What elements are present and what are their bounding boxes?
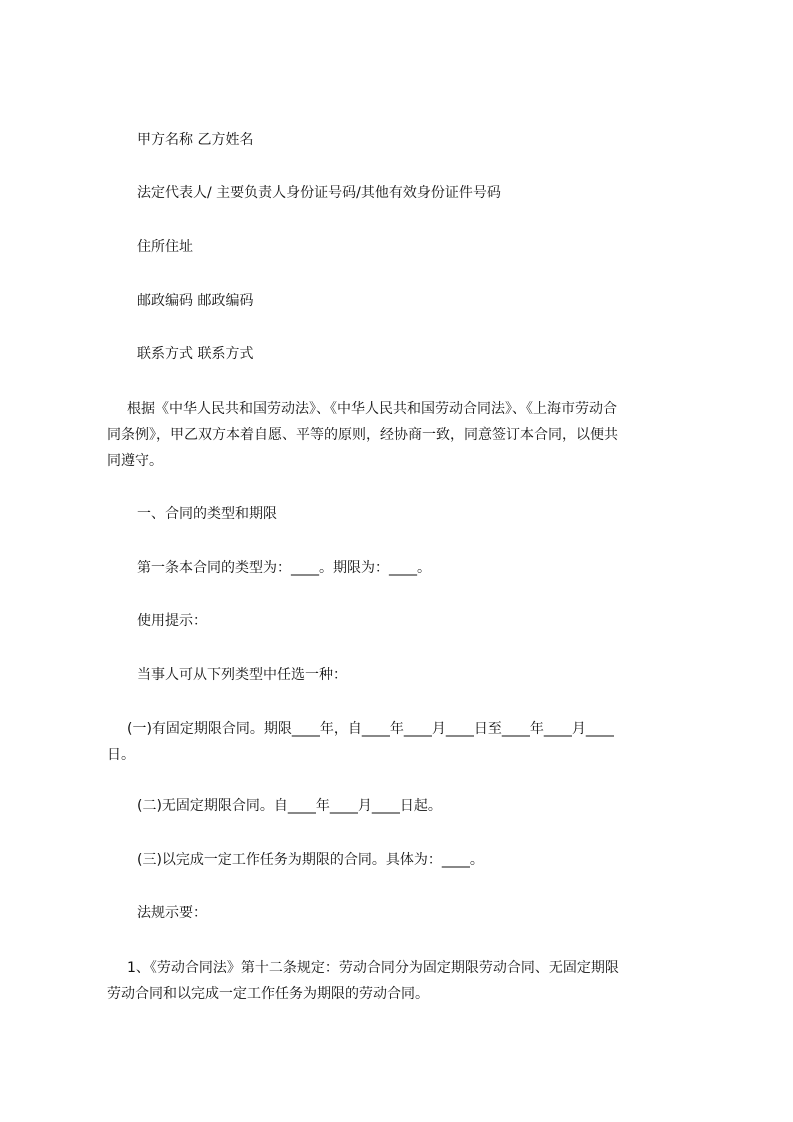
- article-1-line: 第一条本合同的类型为：____。期限为：____。: [137, 560, 431, 576]
- address-line: 住所住址: [137, 239, 193, 255]
- postal-code-line: 邮政编码 邮政编码: [137, 293, 254, 309]
- legal-basis-line-3: 同遵守。: [107, 453, 163, 469]
- law-article-line-1: 1、《劳动合同法》第十二条规定：劳动合同分为固定期限劳动合同、无固定期限: [127, 960, 619, 976]
- fixed-term-line-2: 日。: [107, 747, 135, 763]
- legal-representative-line: 法定代表人/ 主要负责人身份证号码/其他有效身份证件号码: [137, 185, 501, 201]
- fixed-term-line-1: (一)有固定期限合同。期限____年，自____年____月____日至____年____月____: [127, 721, 614, 737]
- section-heading-contract-type: 一、合同的类型和期限: [137, 506, 277, 522]
- task-based-option: (三)以完成一定工作任务为期限的合同。具体为：____。: [137, 852, 484, 868]
- law-article-line-2: 劳动合同和以完成一定工作任务为期限的劳动合同。: [107, 986, 429, 1002]
- law-hint-label: 法规示要：: [137, 905, 207, 921]
- usage-tip-label: 使用提示：: [137, 613, 207, 629]
- fixed-term-option: [107, 716, 707, 768]
- law-article-12-paragraph: [107, 955, 707, 1007]
- contact-line: 联系方式 联系方式: [137, 346, 254, 362]
- party-names-line: 甲方名称 乙方姓名: [137, 132, 254, 148]
- open-ended-option: (二)无固定期限合同。自____年____月____日起。: [137, 798, 442, 814]
- legal-basis-line-2: 同条例》，甲乙双方本着自愿、平等的原则，经协商一致，同意签订本合同，以便共: [107, 427, 618, 443]
- legal-basis-paragraph: [107, 396, 707, 474]
- legal-basis-line-1: 根据《中华人民共和国劳动法》、《中华人民共和国劳动合同法》、《上海市劳动合: [127, 401, 617, 417]
- choose-type-line: 当事人可从下列类型中任选一种：: [137, 667, 347, 683]
